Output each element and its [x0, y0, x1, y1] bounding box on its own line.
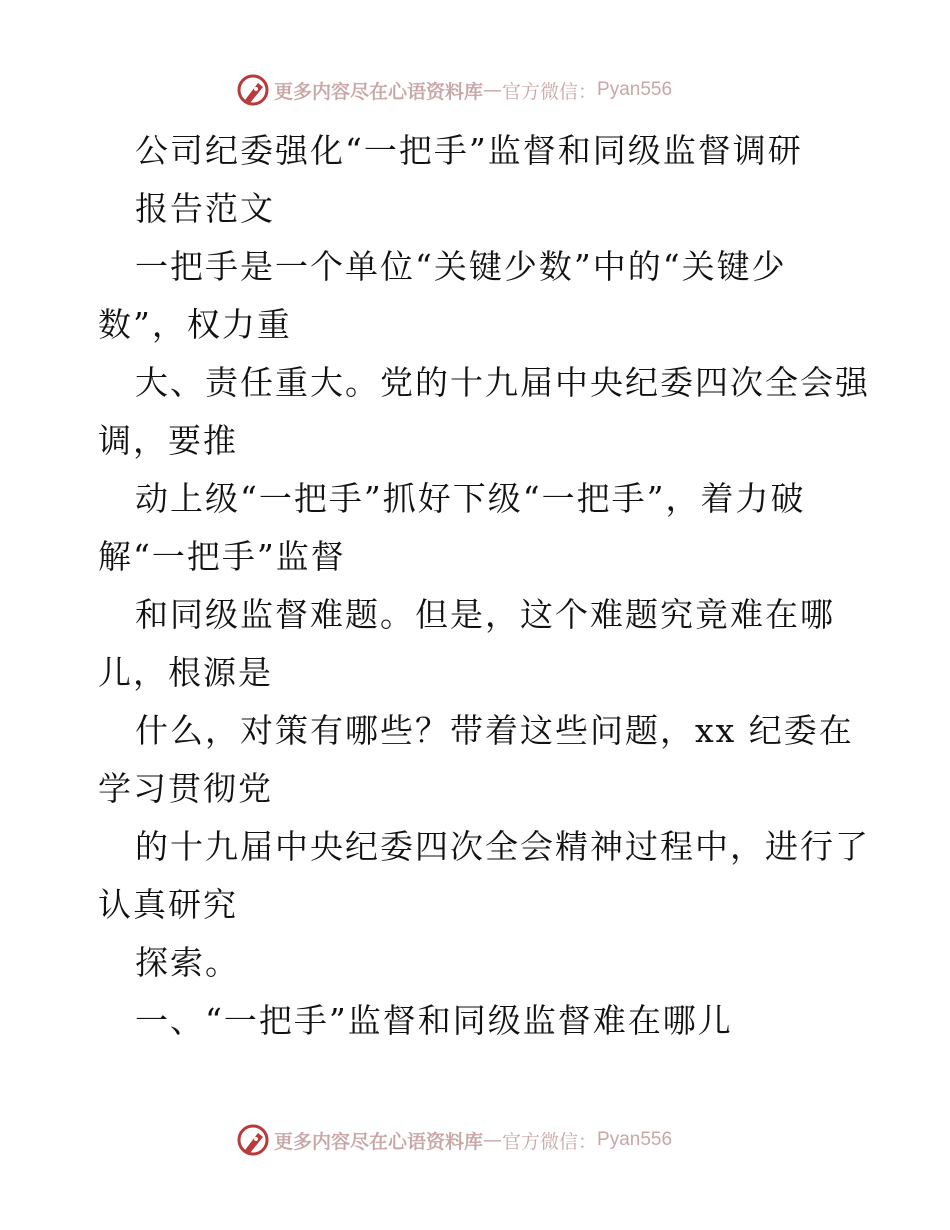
banner-wechat-label: 官方微信： — [502, 80, 598, 103]
paragraph-line: 学习贯彻党 — [98, 769, 273, 808]
title-line-2: 报告范文 — [135, 189, 275, 228]
paragraph-line: 和同级监督难题。但是，这个难题究竟难在哪 — [135, 595, 835, 634]
pen-nib-logo-icon — [236, 73, 270, 107]
paragraph-line: 大、责任重大。党的十九届中央纪委四次全会强 — [135, 363, 870, 402]
title-line-1: 公司纪委强化“一把手”监督和同级监督调研 — [135, 131, 803, 170]
banner-wechat-id: Pyan556 — [597, 1129, 673, 1150]
banner-separator: — — [483, 1129, 503, 1151]
banner-title: 更多内容尽在心语资料库 — [274, 1130, 484, 1153]
paragraph-line: 儿，根源是 — [98, 653, 273, 692]
paragraph-line: 解“一把手”监督 — [98, 537, 346, 576]
footer-banner — [236, 1122, 672, 1158]
banner-separator: — — [483, 79, 503, 101]
paragraph-line: 数”，权力重 — [98, 305, 292, 344]
banner-wechat-id: Pyan556 — [597, 79, 673, 100]
paragraph-line: 的十九届中央纪委四次全会精神过程中，进行了 — [135, 827, 870, 866]
banner-wechat-label: 官方微信： — [502, 1130, 598, 1153]
paragraph-line: 一把手是一个单位“关键少数”中的“关键少 — [135, 247, 787, 286]
paragraph-line: 探索。 — [135, 943, 240, 982]
paragraph-line: 认真研究 — [98, 885, 238, 924]
paragraph-line: 动上级“一把手”抓好下级“一把手”，着力破 — [135, 479, 806, 518]
pen-nib-logo-icon — [236, 1123, 270, 1157]
header-banner — [236, 72, 672, 108]
paragraph-line: 什么，对策有哪些？带着这些问题，xx 纪委在 — [135, 711, 854, 750]
document-body — [98, 122, 870, 1050]
banner-title: 更多内容尽在心语资料库 — [274, 80, 484, 103]
paragraph-line: 调，要推 — [98, 421, 238, 460]
section-heading: 一、“一把手”监督和同级监督难在哪儿 — [135, 1001, 733, 1040]
